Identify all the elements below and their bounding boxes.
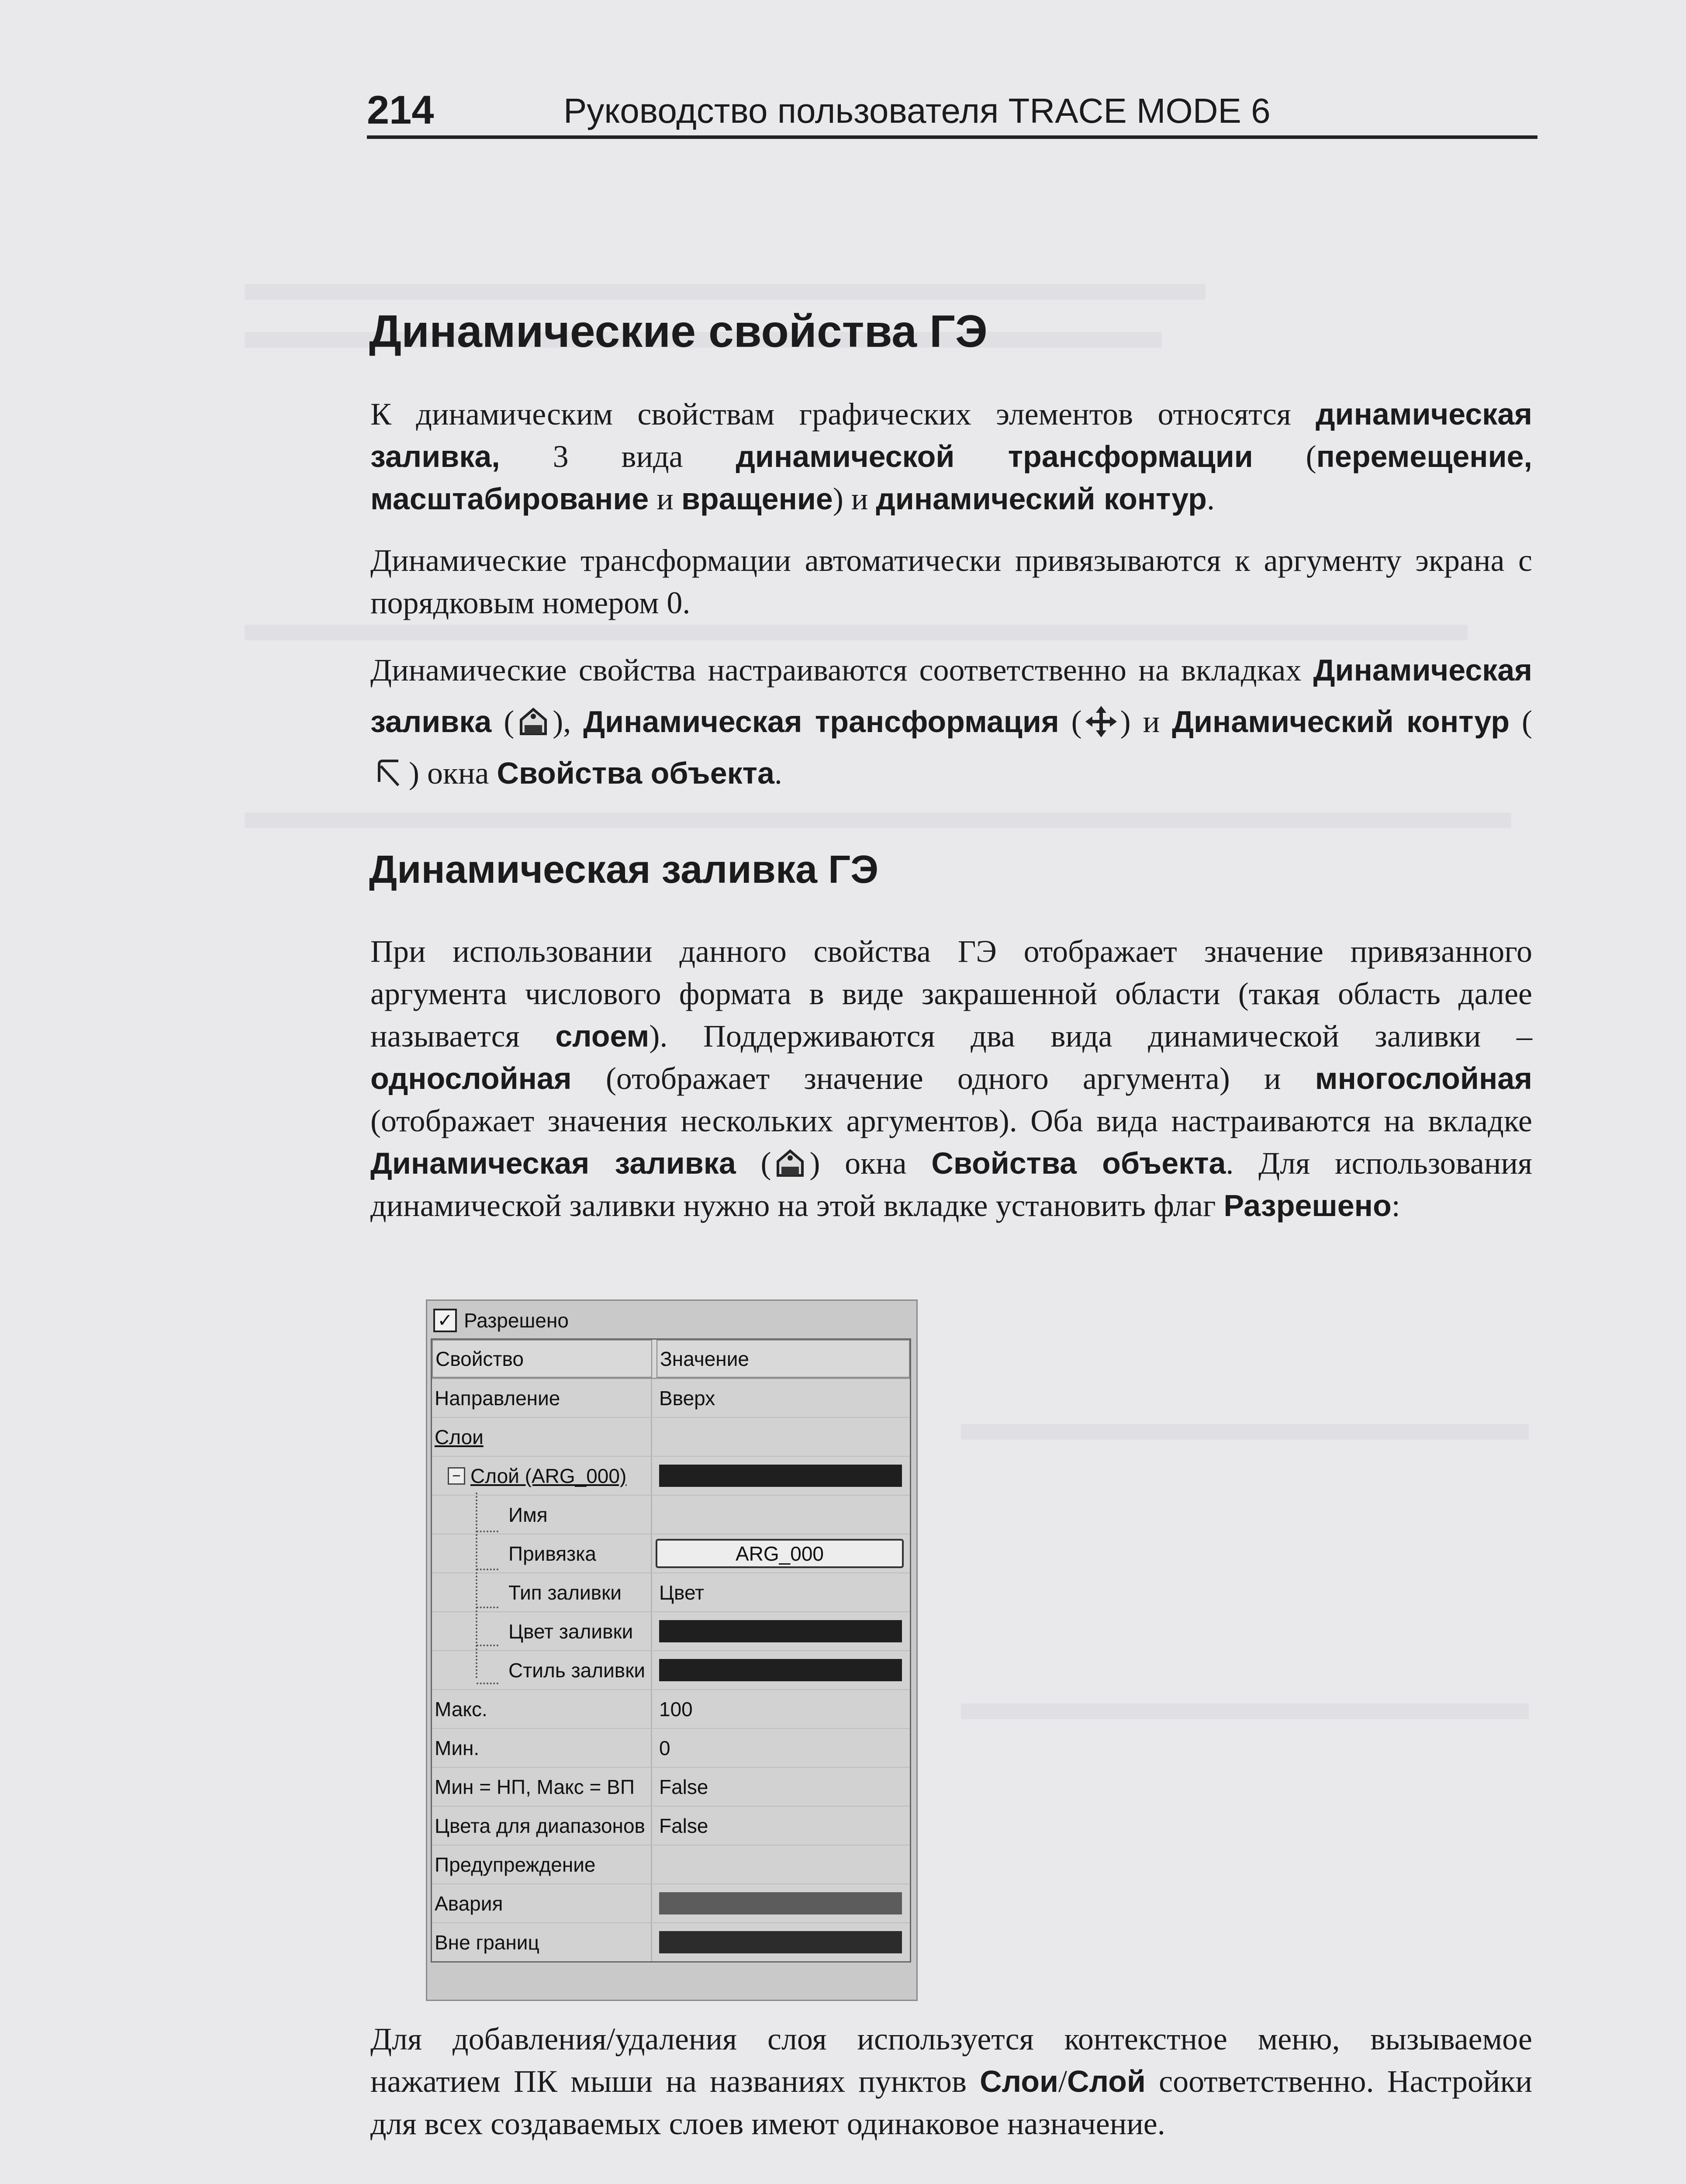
property-label: Авария [432,1884,652,1922]
text: ) окна [809,1146,932,1181]
property-label: Направление [432,1379,652,1417]
text: При использовании данного свойства ГЭ отображает значение привязанного аргумента числового формата в виде закрашенной области (такая область далее называется [370,934,1532,1054]
property-value[interactable]: 0 [659,1736,670,1759]
column-header-value: Значение [656,1340,910,1378]
text: 3 вида [500,439,736,474]
text: и [649,481,681,516]
property-label: Мин. [432,1729,652,1767]
text: ( [491,704,515,739]
row-layers[interactable] [432,1418,910,1457]
text: (отображает значения нескольких аргументов). Оба вида настраиваются на вкладке [370,1103,1532,1138]
row-fill-color[interactable] [432,1612,910,1651]
property-value[interactable]: 100 [659,1697,693,1721]
fill-style-swatch[interactable] [659,1659,902,1681]
text: ) окна [409,756,497,791]
intro-paragraph-3 [370,644,1532,799]
text: соответственно. Настройки для всех создаваемых слоев имеют одинаковое назначение. [370,2064,1532,2141]
bold-term: динамическая заливка, [370,397,1532,473]
tree-connector [477,1607,498,1608]
enabled-label: Разрешено [464,1309,569,1332]
row-min-max[interactable] [432,1768,910,1807]
tree-connector [477,1531,498,1532]
fill-tab-icon [773,1146,808,1181]
property-label: Предупреждение [432,1845,652,1883]
bold-term: однослойная [370,1061,572,1095]
text: ) и [1120,704,1172,739]
property-label: Макс. [432,1690,652,1728]
text: Для добавления/удаления слоя используется контекстное меню, вызываемое нажатием ПК мыши на названиях пунктов [370,2022,1532,2099]
row-fill-style[interactable] [432,1651,910,1690]
fill-color-swatch[interactable] [659,1620,902,1642]
text: . Для использования динамической заливки нужно на этой вкладке установить флаг [370,1146,1533,1223]
fill-paragraph-2 [370,2018,1532,2145]
text: ( [1059,704,1082,739]
row-binding[interactable] [432,1534,910,1573]
row-fill-type[interactable] [432,1573,910,1612]
property-label: Тип заливки [432,1573,652,1611]
bleed-through [245,625,1468,640]
column-header-property: Свойство [432,1340,652,1378]
fill-tab-icon [516,704,551,739]
text: К динамическим свойствам графических элементов относятся [370,397,1316,432]
property-label: Привязка [432,1534,652,1572]
bold-term: Слой [1067,2064,1146,2098]
row-range-colors[interactable] [432,1807,910,1845]
page-header [367,83,1537,139]
text: (отображает значение одного аргумента) и [571,1061,1315,1096]
contour-tab-icon [372,756,407,791]
grid-header [432,1340,910,1379]
property-value[interactable]: Вверх [659,1386,715,1410]
bold-term: перемещение, масштабирование [370,439,1532,516]
row-layer[interactable] [432,1457,910,1496]
tree-connector [477,1683,498,1684]
property-label: Цвета для диапазонов [432,1807,652,1845]
text: . [1206,481,1215,516]
property-value[interactable]: Цвет [659,1581,705,1604]
bold-term: Разрешено [1223,1189,1392,1223]
property-grid [431,1338,911,1963]
property-label: Цвет заливки [432,1612,652,1650]
bold-term: Свойства объекта [931,1146,1226,1180]
bold-term: слоем [555,1019,650,1053]
subsection-title: Динамическая заливка ГЭ [369,848,879,892]
row-min[interactable] [432,1729,910,1768]
enabled-checkbox[interactable]: ✓ [433,1309,457,1332]
text: ), [553,704,584,739]
bleed-through [961,1704,1529,1719]
text: ) и [833,481,876,516]
property-label: Мин = НП, Макс = ВП [432,1768,652,1806]
property-value[interactable]: False [659,1814,708,1837]
fill-paragraph-1 [370,930,1532,1227]
page-number: 214 [367,88,434,132]
bold-term: Свойства объекта [497,756,774,790]
bold-term: Динамическая трансформация [583,705,1059,739]
bleed-through [245,812,1511,828]
text: ). Поддерживаются два вида динамической заливки – [649,1019,1533,1054]
row-direction[interactable] [432,1379,910,1418]
bold-term: Динамический контур [1172,705,1510,739]
tree-connector [477,1569,498,1570]
row-max[interactable] [432,1690,910,1729]
intro-paragraph-1 [370,393,1532,520]
row-name[interactable] [432,1496,910,1534]
bleed-through [961,1424,1529,1440]
layer-color-swatch[interactable] [659,1465,902,1487]
transform-tab-icon [1084,704,1119,739]
tree-connector [477,1645,498,1646]
out-of-range-color-swatch[interactable] [659,1931,902,1953]
text: ( [1253,439,1316,474]
bleed-through [245,284,1206,300]
layer-label-cell [432,1457,652,1495]
bold-term: динамической трансформации [736,439,1253,473]
bold-term: динамический контур [876,482,1207,516]
row-out-of-range[interactable] [432,1923,910,1961]
text: ( [736,1146,771,1181]
bold-term: Слои [980,2064,1059,2098]
running-title: Руководство пользователя TRACE MODE 6 [563,91,1271,130]
binding-button[interactable]: ARG_000 [656,1539,904,1568]
property-label[interactable]: Слой (ARG_000) [470,1464,627,1487]
properties-panel [426,1299,918,2001]
text: ( [1510,704,1532,739]
tree-connector [476,1493,477,1678]
property-label[interactable]: Слои [432,1418,652,1456]
text: : [1391,1188,1400,1223]
row-alarm[interactable] [432,1884,910,1923]
text: / [1058,2064,1068,2099]
bold-term: вращение [681,482,833,516]
section-title: Динамические свойства ГЭ [369,306,988,357]
text: Динамические свойства настраиваются соответственно на вкладках [370,653,1313,688]
property-label: Вне границ [432,1923,652,1961]
property-value[interactable]: False [659,1775,708,1798]
alarm-color-swatch[interactable] [659,1892,902,1914]
bold-term: многослойная [1315,1061,1532,1095]
intro-paragraph-2: Динамические трансформации автоматически привязываются к аргументу экрана с порядковым номером 0. [370,543,1532,620]
collapse-toggle-icon[interactable]: − [448,1467,465,1485]
bold-term: Динамическая заливка [370,1146,736,1180]
enabled-checkbox-row[interactable] [433,1305,569,1336]
row-warning[interactable] [432,1845,910,1884]
bold-term: Динамическая заливка [370,653,1532,739]
property-label: Имя [432,1496,652,1534]
property-label: Стиль заливки [432,1651,652,1689]
text: . [774,756,782,791]
